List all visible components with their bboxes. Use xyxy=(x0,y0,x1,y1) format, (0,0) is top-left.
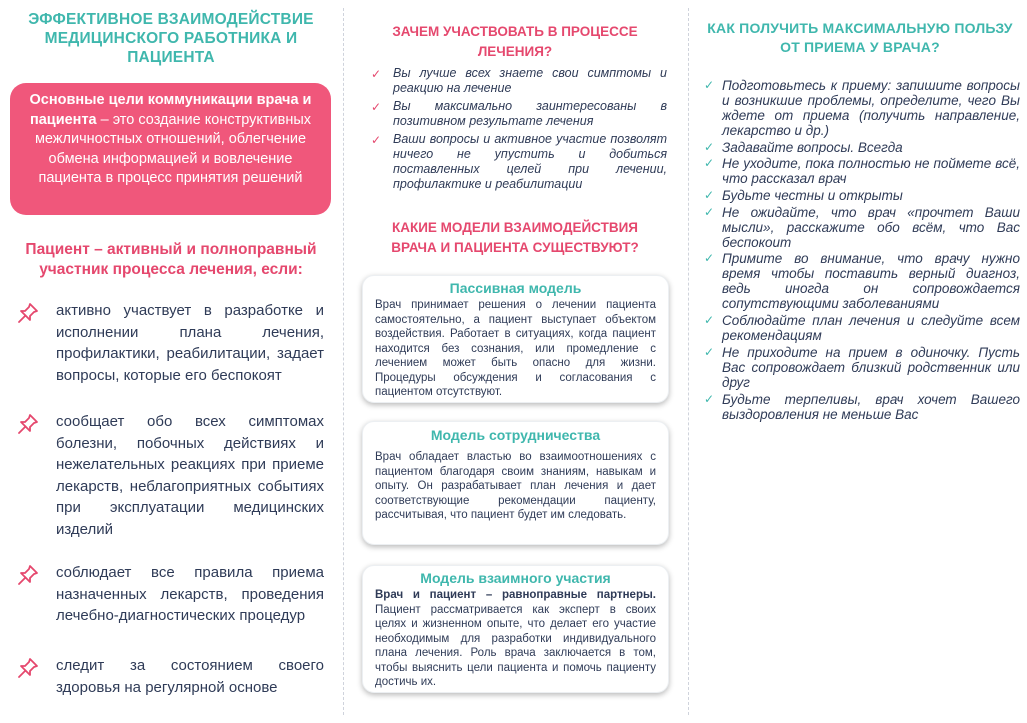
models-title: КАКИЕ МОДЕЛИ ВЗАИМОДЕЙСТВИЯ ВРАЧА И ПАЦИЕНТА СУЩЕСТВУЮТ? xyxy=(391,220,639,255)
model-title: Модель взаимного участия xyxy=(420,570,611,586)
tip-text: Не уходите, пока полностью не поймете всё, что рассказал врач xyxy=(722,156,1020,187)
tip-item xyxy=(702,78,1020,138)
tip-item xyxy=(702,345,1020,390)
tip-item xyxy=(702,313,1020,343)
tip-item xyxy=(702,156,1020,186)
goals-highlight-box xyxy=(10,83,331,215)
goals-box-lead: Основные цели коммуникации врача и пациента xyxy=(29,92,312,128)
column-divider-left xyxy=(343,8,344,715)
tips-list xyxy=(702,78,1020,423)
tip-item xyxy=(702,140,1020,155)
reason-text: Вы максимально заинтересованы в позитивном результате лечения xyxy=(393,99,667,128)
tip-text: Будьте честны и открыты xyxy=(722,188,903,204)
tip-item xyxy=(702,188,1020,203)
reasons-list xyxy=(367,66,667,192)
tip-item xyxy=(702,251,1020,311)
model-text xyxy=(375,588,656,690)
check-icon: ✓ xyxy=(704,156,715,171)
check-icon: ✓ xyxy=(371,67,382,81)
model-title: Пассивная модель xyxy=(449,280,582,296)
column-treatment-participation xyxy=(345,0,685,723)
pushpin-icon xyxy=(16,656,40,680)
model-text: Врач обладает властью во взаимоотношениях с пациентом благодаря своим знаниям, навыкам и опыту. Он разрабатывает план лечения и дает соответствующие рекомендации пациенту, рассчитывая, что пациент будет им следовать. xyxy=(375,451,656,521)
tip-text: Соблюдайте план лечения и следуйте всем рекомендациям xyxy=(722,313,1020,344)
patient-role-text: следит за состоянием своего здоровья на регулярной основе xyxy=(56,657,324,696)
check-icon: ✓ xyxy=(704,391,715,406)
column-divider-right xyxy=(688,8,689,715)
goals-box-text: – это создание конструктивных межличностных отношений, облегчение обмена информацией и вовлечение пациента в процесс принятия решений xyxy=(34,111,312,186)
check-icon: ✓ xyxy=(704,139,715,154)
check-icon: ✓ xyxy=(704,188,715,203)
reason-item xyxy=(367,132,667,192)
check-icon: ✓ xyxy=(704,204,715,219)
model-card-cooperation xyxy=(362,421,669,545)
tip-item xyxy=(702,205,1020,250)
model-card-passive xyxy=(362,275,669,403)
reason-item xyxy=(367,99,667,129)
check-icon: ✓ xyxy=(704,344,715,359)
column-communication xyxy=(0,0,342,723)
tip-text: Не ожидайте, что врач «прочтет Ваши мысли», расскажите обо всём, что Вас беспокоит xyxy=(722,204,1020,250)
model-card-mutual xyxy=(362,565,669,693)
tip-text: Подготовьтесь к приему: запишите вопросы и возникшие проблемы, определите, чего Вы ждете от приема (получить направление, лекарство и др.) xyxy=(722,78,1020,138)
check-icon: ✓ xyxy=(704,313,715,328)
check-icon: ✓ xyxy=(704,78,715,92)
check-icon: ✓ xyxy=(371,100,382,114)
patient-role-text: активно участвует в разработке и исполнении плана лечения, профилактики, реабилитации, задает вопросы, которые его беспокоят xyxy=(56,302,324,384)
patient-role-text: соблюдает все правила приема назначенных лекарств, проведения лечебно-диагностических процедур xyxy=(56,564,324,624)
reason-text: Ваши вопросы и активное участие позволят ничего не упустить и добиться поставленных целей при лечении, профилактике и реабилитации xyxy=(393,132,667,191)
check-icon: ✓ xyxy=(704,251,715,266)
model-text-lead: Врач и пациент – равноправные партнеры. xyxy=(375,589,656,601)
model-text-body: Пациент рассматривается как эксперт в своих целях и жизненном опыте, что делает его участие необходимым для разработки индивидуального плана лечения. Роль врача заключается в том, чтобы выяснить цели пациента и помочь пациенту достичь их. xyxy=(375,603,656,688)
model-title: Модель сотрудничества xyxy=(430,427,601,443)
patient-role-subtitle: Пациент – активный и полноправный участник процесса лечения, если: xyxy=(25,241,317,278)
pushpin-icon xyxy=(16,301,40,325)
tips-title: КАК ПОЛУЧИТЬ МАКСИМАЛЬНУЮ ПОЛЬЗУ ОТ ПРИЕМА У ВРАЧА? xyxy=(707,20,1013,55)
why-participate-title: ЗАЧЕМ УЧАСТВОВАТЬ В ПРОЦЕССЕ ЛЕЧЕНИЯ? xyxy=(392,24,638,59)
tip-text: Не приходите на прием в одиночку. Пусть Вас сопровождает близкий родственник или друг xyxy=(722,344,1020,390)
model-text: Врач принимает решения о лечении пациента самостоятельно, а пациент выступает объектом воздействия. Работает в ситуациях, когда пациент находится без сознания, или промедление с лечением может быть опасно для жизни. Процедуры обсуждения и согласования с пациентом отсутствуют. xyxy=(375,299,656,398)
tip-item xyxy=(702,392,1020,422)
tip-text: Будьте терпеливы, врач хочет Вашего выздоровления не меньше Вас xyxy=(722,391,1020,422)
pushpin-icon xyxy=(16,412,40,436)
reason-item xyxy=(367,66,667,96)
column-visit-tips xyxy=(690,0,1027,723)
pushpin-icon xyxy=(16,563,40,587)
patient-role-text: сообщает обо всех симптомах болезни, побочных действиях и нежелательных реакциях при приеме лекарств, неблагоприятных событиях при эксплуатации медицинских изделий xyxy=(56,413,324,538)
check-icon: ✓ xyxy=(371,133,382,147)
tip-text: Задавайте вопросы. Всегда xyxy=(722,139,903,155)
tip-text: Примите во внимание, что врачу нужно время чтобы поставить верный диагноз, ведь иногда он сопровождается сопутствующими заболеваниями xyxy=(722,251,1020,312)
page-title: ЭФФЕКТИВНОЕ ВЗАИМОДЕЙСТВИЕ МЕДИЦИНСКОГО РАБОТНИКА И ПАЦИЕНТА xyxy=(28,11,314,66)
reason-text: Вы лучше всех знаете свои симптомы и реакцию на лечение xyxy=(393,66,667,95)
